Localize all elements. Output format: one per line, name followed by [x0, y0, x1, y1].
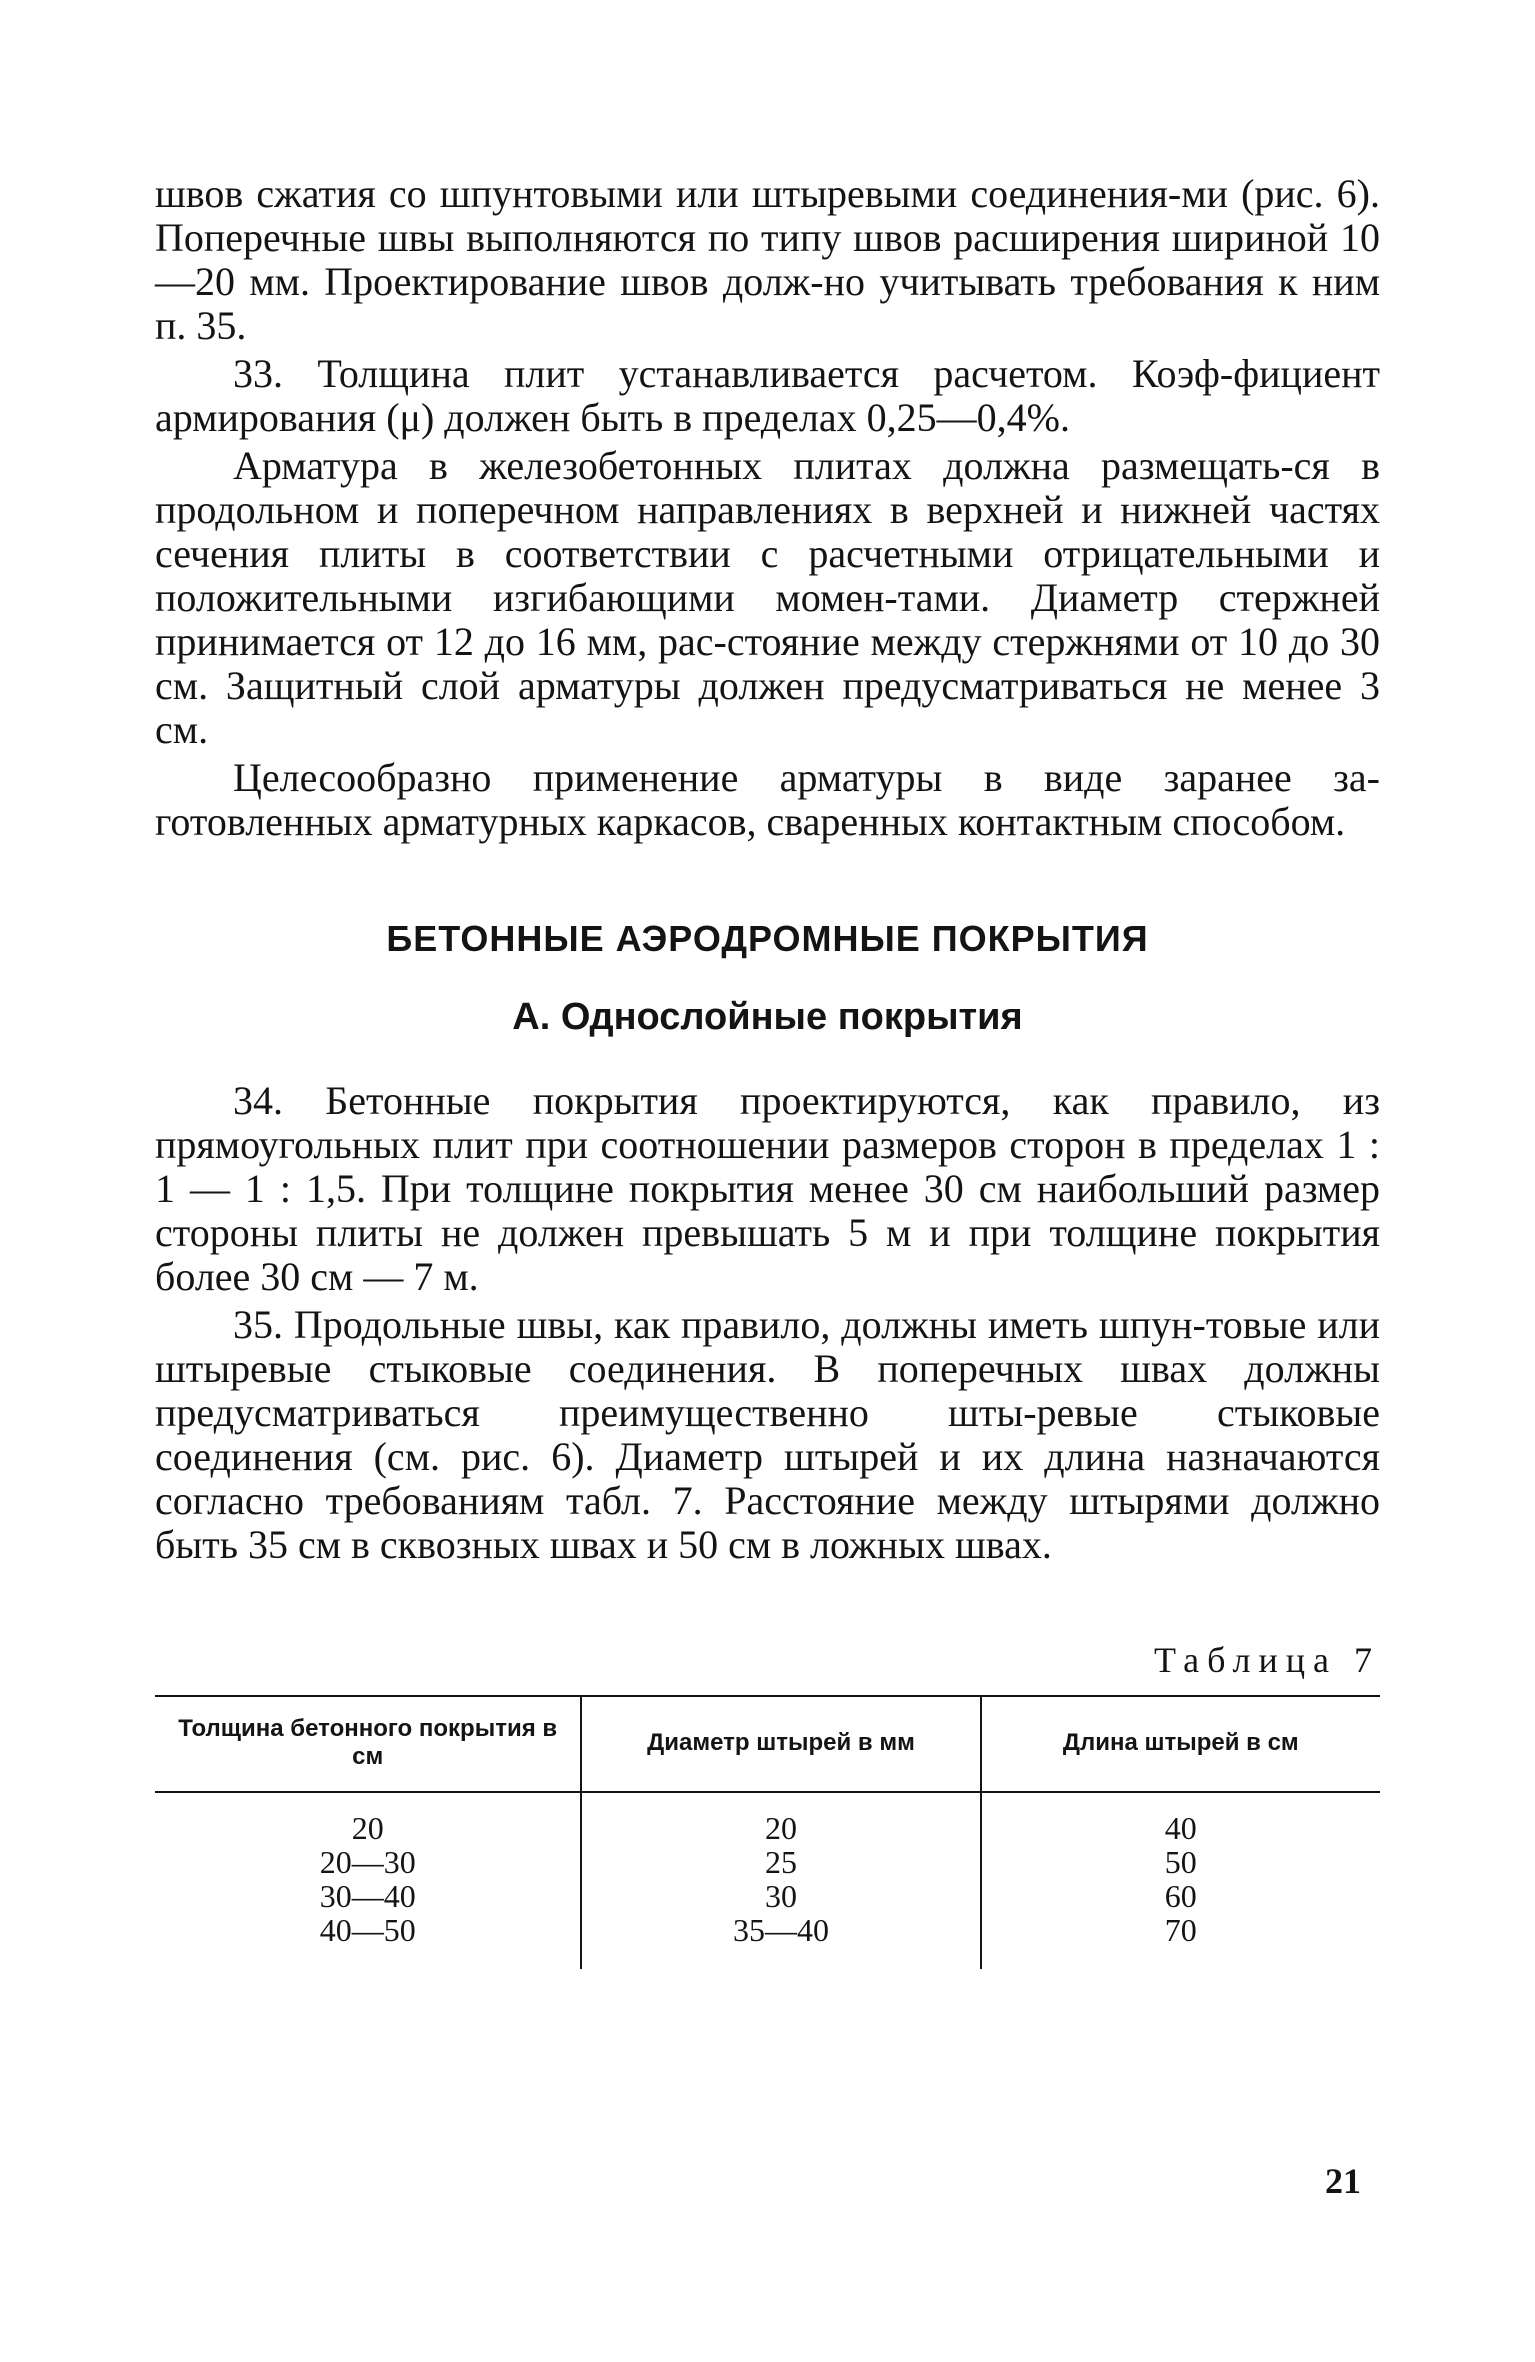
section-heading: БЕТОННЫЕ АЭРОДРОМНЫЕ ПОКРЫТИЯ	[386, 918, 1149, 959]
table-cell: 50	[1164, 1844, 1197, 1880]
table-cell: 40	[1164, 1810, 1197, 1846]
table-column-diameter	[581, 1792, 980, 1969]
table-header-row	[155, 1696, 1380, 1792]
table-cell: 35—40	[732, 1912, 829, 1948]
table-cell: 40—50	[319, 1912, 416, 1948]
table-cell: 25	[764, 1844, 797, 1880]
paragraph-33-slab-thickness: 33. Толщина плит устанавливается расчетом. Коэф-фициент армирования (μ) должен быть в пределах 0,25—0,4%.	[155, 351, 1380, 440]
paragraph-joints-continuation: швов сжатия со шпунтовыми или штыревыми соединения-ми (рис. 6). Поперечные швы выполняются по типу швов расширения шириной 10—20 мм. Проектирование швов долж-но учитывать требования к ним п. 35.	[155, 171, 1380, 348]
table-cell: 60	[1164, 1878, 1197, 1914]
table-header-diameter: Диаметр штырей в мм	[581, 1696, 980, 1792]
table-cell: 30	[764, 1878, 797, 1914]
table-row	[155, 1792, 1380, 1969]
table-column-length	[981, 1792, 1380, 1969]
table-cell: 20	[351, 1810, 384, 1846]
paragraph-reinforcement: Арматура в железобетонных плитах должна размещать-ся в продольном и поперечном направлениях в верхней и нижней частях сечения плиты в соответствии с расчетными отрицательными и положительными изгибающими момен-тами. Диаметр стержней принимается от 12 до 16 мм, рас-стояние между стержнями от 10 до 30 см. Защитный слой арматуры должен предусматриваться не менее 3 см.	[155, 443, 1380, 752]
dowel-table	[155, 1695, 1380, 1969]
subsection-heading: А. Однослойные покрытия	[512, 996, 1023, 1038]
paragraph-35-longitudinal-joints: 35. Продольные швы, как правило, должны иметь шпун-товые или штыревые стыковые соединения. В поперечных швах должны предусматриваться преимущественно шты-ревые стыковые соединения (см. рис. 6). Диаметр штырей и их длина назначаются согласно требованиям табл. 7. Расстояние между штырями должно быть 35 см в сквозных швах и 50 см в ложных швах.	[155, 1302, 1380, 1567]
table-cell: 30—40	[319, 1878, 416, 1914]
paragraph-34-concrete-slabs: 34. Бетонные покрытия проектируются, как правило, из прямоугольных плит при соотношении размеров сторон в пределах 1 : 1 — 1 : 1,5. При толщине покрытия менее 30 см наибольший размер стороны плиты не должен превышать 5 м и при толщине покрытия более 30 см — 7 м.	[155, 1078, 1380, 1299]
page-number: 21	[1325, 2161, 1361, 2201]
table-caption: Таблица 7	[1154, 1640, 1380, 1680]
paragraph-reinforcement-cages: Целесообразно применение арматуры в виде заранее за-готовленных арматурных каркасов, сваренных контактным способом.	[155, 755, 1380, 844]
document-page	[155, 172, 1380, 1969]
table-header-thickness: Толщина бетонного покрытия в см	[155, 1696, 581, 1792]
table-header-length: Длина штырей в см	[981, 1696, 1380, 1792]
table-cell: 20	[764, 1810, 797, 1846]
table-cell: 20—30	[319, 1844, 416, 1880]
table-cell: 70	[1164, 1912, 1197, 1948]
table-column-thickness	[155, 1792, 581, 1969]
